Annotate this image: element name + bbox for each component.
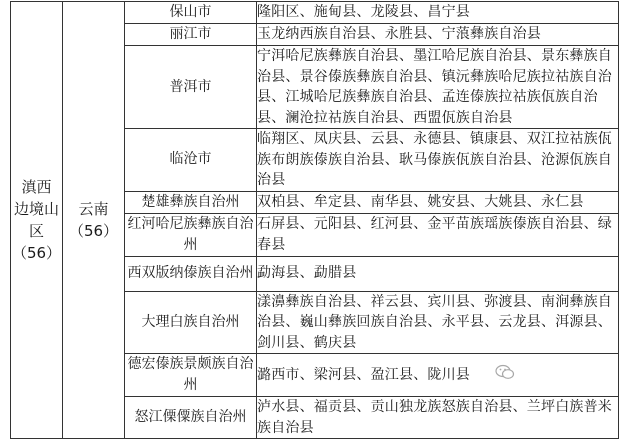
counties-cell: 石屏县、元阳县、红河县、金平苗族瑶族傣族自治县、绿春县: [257, 213, 619, 256]
counties-cell: 漾濞彝族自治县、祥云县、宾川县、弥渡县、南涧彝族自治县、巍山彝族回族自治县、永平县、云龙县、洱源县、剑川县、鹤庆县: [257, 291, 619, 354]
city-cell: 大理白族自治州: [125, 291, 257, 354]
counties-cell: 勐海县、勐腊县: [257, 256, 619, 291]
city-cell: 保山市: [125, 2, 257, 24]
counties-cell: 双柏县、牟定县、南华县、姚安县、大姚县、永仁县: [257, 191, 619, 213]
poverty-county-table: [10, 1, 619, 439]
region-cell: [11, 2, 63, 439]
province-count: （56）: [68, 222, 119, 240]
region-name-line2: 边境山: [13, 200, 59, 218]
city-cell: 西双版纳傣族自治州: [125, 256, 257, 291]
counties-cell: 泸水县、福贡县、贡山独龙族怒族自治县、兰坪白族普米族自治县: [257, 397, 619, 439]
region-name-line1: 滇西: [21, 178, 52, 196]
province-name: 云南: [78, 200, 109, 218]
city-cell: 红河哈尼族彝族自治州: [125, 213, 257, 256]
city-cell: 丽江市: [125, 24, 257, 46]
region-name-line3: 区: [28, 222, 44, 240]
counties-cell: 玉龙纳西族自治县、永胜县、宁蒗彝族自治县: [257, 24, 619, 46]
city-cell: 楚雄彝族自治州: [125, 191, 257, 213]
counties-cell: 隆阳区、施甸县、龙陵县、昌宁县: [257, 2, 619, 24]
counties-cell: 潞西市、梁河县、盈江县、陇川县: [257, 354, 619, 397]
counties-cell: 宁洱哈尼族彝族自治县、墨江哈尼族自治县、景东彝族自治县、景谷傣族彝族自治县、镇沅彝族哈尼族拉祜族自治县、江城哈尼族彝族自治县、孟连傣族拉祜族佤族自治县、澜沧拉祜族自治县、西盟佤族自治县: [257, 46, 619, 129]
region-count: （56）: [11, 244, 62, 262]
city-cell: 德宏傣族景颇族自治州: [125, 354, 257, 397]
city-cell: 怒江傈僳族自治州: [125, 397, 257, 439]
city-cell: 临沧市: [125, 129, 257, 192]
city-cell: 普洱市: [125, 46, 257, 129]
province-cell: [63, 2, 125, 439]
table-row: [11, 2, 619, 24]
counties-cell: 临翔区、凤庆县、云县、永德县、镇康县、双江拉祜族佤族布朗族傣族自治县、耿马傣族佤族自治县、沧源佤族自治县: [257, 129, 619, 192]
